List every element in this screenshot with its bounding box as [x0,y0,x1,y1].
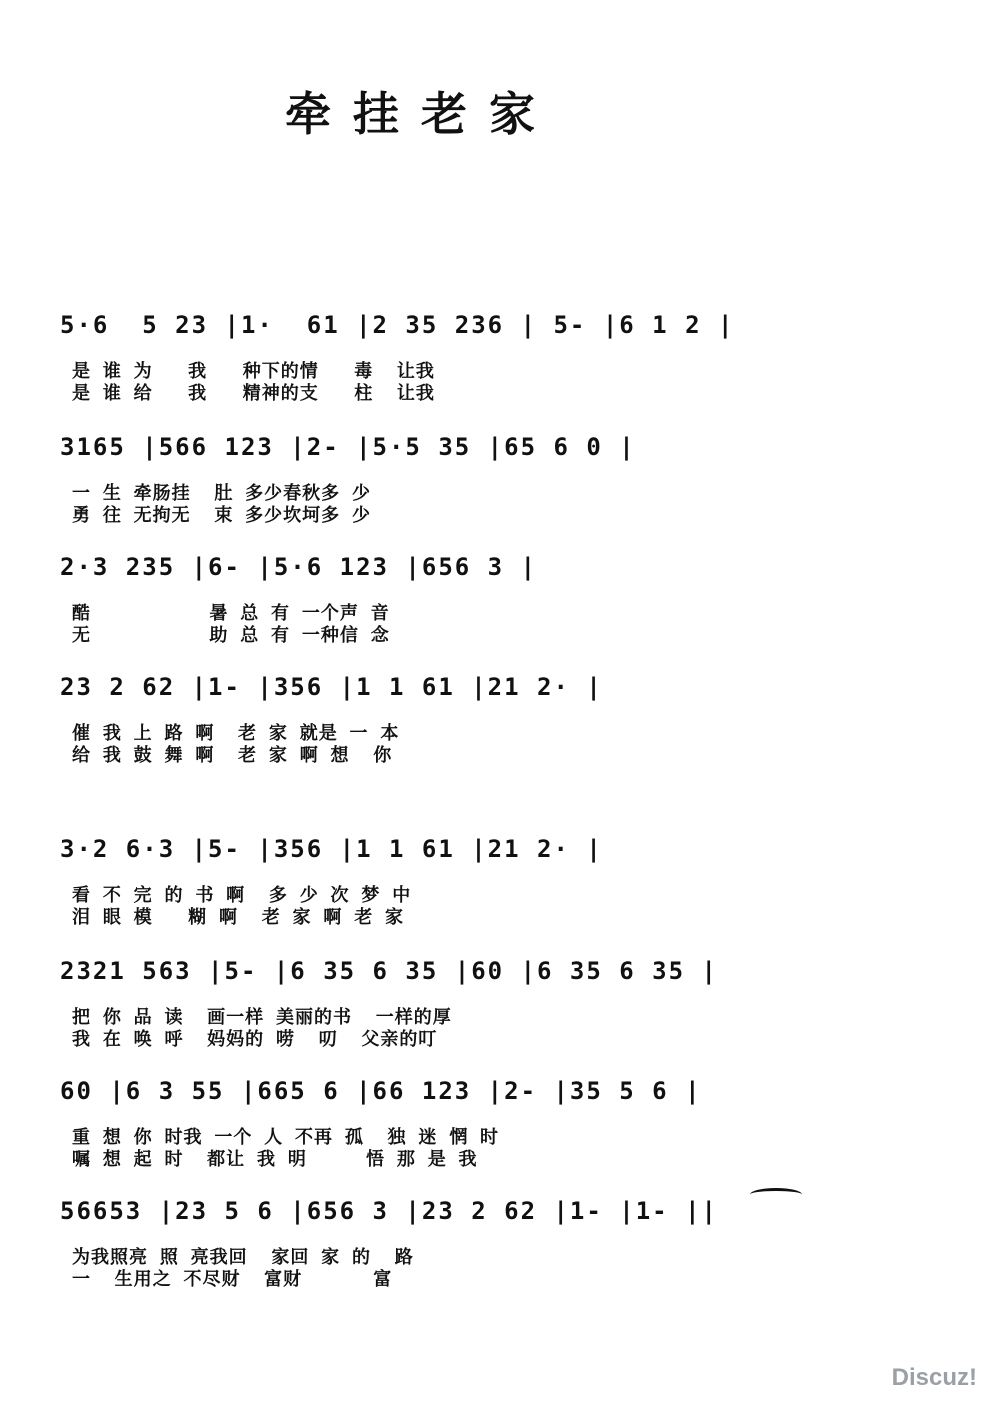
score-system-3 [60,552,890,662]
notes-line: 56653 |23 5 6 |656 3 |23 2 62 |1- |1- || [60,1197,718,1225]
score-system-5 [60,834,890,944]
lyric-verse-1: 重 想 你 时我 一个 人 不再 孤 独 迷 惘 时 [72,1127,500,1148]
lyric-verse-2: 勇 往 无拘无 束 多少坎坷多 少 [72,505,372,526]
lyric-verse-1: 看 不 完 的 书 啊 多 少 次 梦 中 [72,885,412,906]
notes-line: 60 |6 3 55 |665 6 |66 123 |2- |35 5 6 | [60,1077,702,1105]
notes-line: 2·3 235 |6- |5·6 123 |656 3 | [60,553,538,581]
lyric-verse-1: 是 谁 为 我 种下的情 毒 让我 [72,361,435,382]
score-system-7 [60,1076,890,1186]
lyric-verse-2: 嘱 想 起 时 都让 我 明 悟 那 是 我 [72,1149,478,1170]
notes-line: 23 2 62 |1- |356 |1 1 61 |21 2· | [60,673,603,701]
song-title: 牵挂老家 [285,87,557,141]
score-system-6 [60,956,890,1066]
lyric-verse-2: 我 在 唤 呼 妈妈的 唠 叨 父亲的叮 [72,1029,438,1050]
lyric-verse-2: 是 谁 给 我 精神的支 柱 让我 [72,383,435,404]
notes-line: 2321 563 |5- |6 35 6 35 |60 |6 35 6 35 | [60,957,718,985]
tie-mark [750,1188,802,1201]
lyric-verse-2: 无 助 总 有 一种信 念 [72,625,390,646]
lyric-verse-2: 泪 眼 模 糊 啊 老 家 啊 老 家 [72,907,405,928]
score-system-8 [60,1196,890,1306]
score-system-1 [60,310,890,420]
notes-line: 3·2 6·3 |5- |356 |1 1 61 |21 2· | [60,835,603,863]
lyric-verse-1: 把 你 品 读 画一样 美丽的书 一样的厚 [72,1007,452,1028]
notes-line: 5·6 5 23 |1· 61 |2 35 236 | 5- |6 1 2 | [60,311,735,339]
lyric-verse-1: 一 生 牵肠挂 肚 多少春秋多 少 [72,483,372,504]
lyric-verse-2: 一 生用之 不尽财 富财 富 [72,1269,393,1290]
lyric-verse-1: 酷 暑 总 有 一个声 音 [72,603,390,624]
watermark: Discuz! [891,1364,977,1391]
lyric-verse-2: 给 我 鼓 舞 啊 老 家 啊 想 你 [72,745,393,766]
score-system-4 [60,672,890,782]
notes-line: 3165 |566 123 |2- |5·5 35 |65 6 0 | [60,433,636,461]
score-system-2 [60,432,890,542]
lyric-verse-1: 催 我 上 路 啊 老 家 就是 一 本 [72,723,400,744]
lyric-verse-1: 为我照亮 照 亮我回 家回 家 的 路 [72,1247,414,1268]
